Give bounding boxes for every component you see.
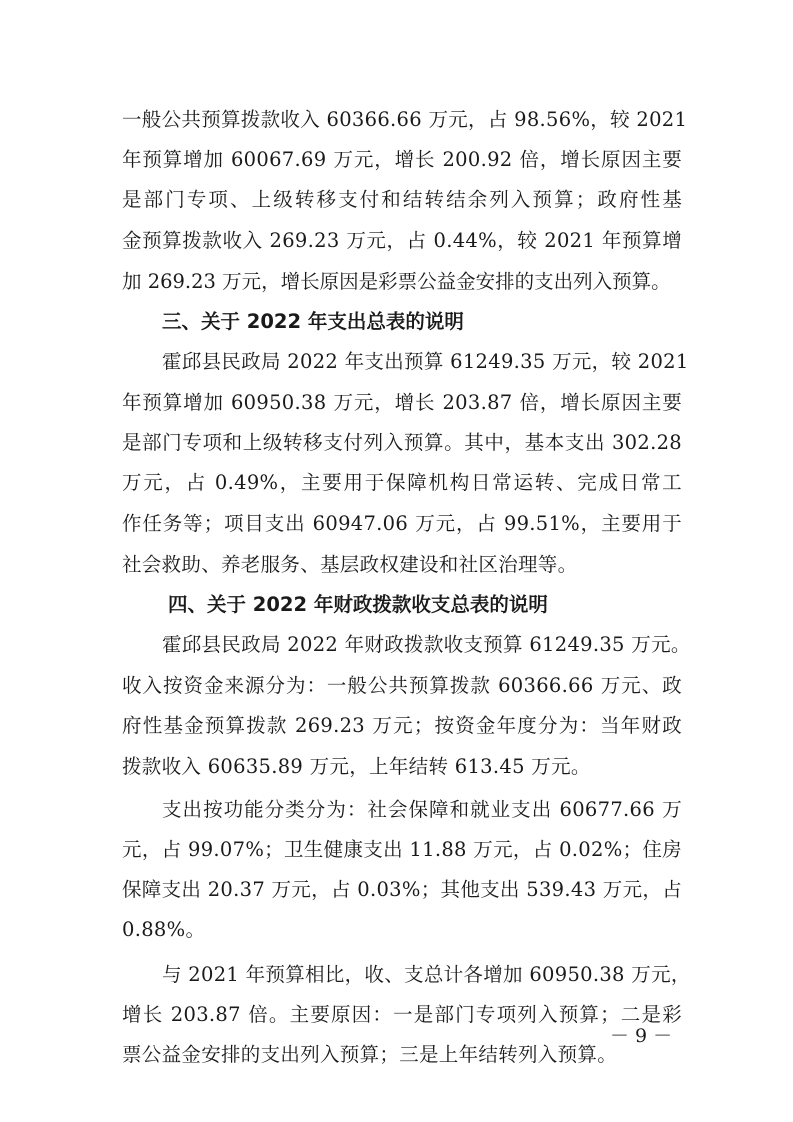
paragraph-line: 社会救助、养老服务、基层政权建设和社区治理等。 xyxy=(122,553,578,576)
paragraph-line: 一般公共预算拨款收入 60366.66 万元，占 98.56%，较 2021 xyxy=(122,108,688,131)
paragraph-line: 支出按功能分类分为：社会保障和就业支出 60677.66 万 xyxy=(162,798,682,821)
paragraph-line: 作任务等；项目支出 60947.06 万元，占 99.51%，主要用于 xyxy=(122,512,682,535)
paragraph-line: 收入按资金来源分为：一般公共预算拨款 60366.66 万元、政 xyxy=(122,674,682,697)
paragraph-line: 票公益金安排的支出列入预算；三是上年结转列入预算。 xyxy=(122,1043,618,1066)
paragraph-line: 是部门专项、上级转移支付和结转结余列入预算；政府性基 xyxy=(122,188,682,211)
section-heading-3: 三、关于 2022 年支出总表的说明 xyxy=(162,310,464,333)
paragraph-line: 霍邱县民政局 2022 年支出预算 61249.35 万元，较 2021 xyxy=(162,350,689,373)
paragraph-line: 万元，占 0.49%，主要用于保障机构日常运转、完成日常工 xyxy=(122,471,682,494)
paragraph-line: 与 2021 年预算相比，收、支总计各增加 60950.38 万元， xyxy=(162,963,691,986)
paragraph-line: 增长 203.87 倍。主要原因：一是部门专项列入预算；二是彩 xyxy=(122,1003,682,1026)
paragraph-line: 金预算拨款收入 269.23 万元，占 0.44%，较 2021 年预算增 xyxy=(122,229,682,252)
paragraph-line: 元，占 99.07%；卫生健康支出 11.88 万元，占 0.02%；住房 xyxy=(122,838,682,861)
paragraph-line: 府性基金预算拨款 269.23 万元；按资金年度分为：当年财政 xyxy=(122,714,682,737)
paragraph-line: 霍邱县民政局 2022 年财政拨款收支预算 61249.35 万元。 xyxy=(162,633,691,656)
paragraph-line: 加 269.23 万元，增长原因是彩票公益金安排的支出列入预算。 xyxy=(122,270,671,293)
paragraph-line: 0.88%。 xyxy=(122,918,206,941)
paragraph-line: 拨款收入 60635.89 万元，上年结转 613.45 万元。 xyxy=(122,755,591,778)
paragraph-line: 年预算增加 60067.69 万元，增长 200.92 倍，增长原因主要 xyxy=(122,148,682,171)
paragraph-line: 是部门专项和上级转移支付列入预算。其中，基本支出 302.28 xyxy=(122,431,682,454)
paragraph-line: 保障支出 20.37 万元，占 0.03%；其他支出 539.43 万元，占 xyxy=(122,878,682,901)
paragraph-line: 年预算增加 60950.38 万元，增长 203.87 倍，增长原因主要 xyxy=(122,391,682,414)
section-heading-4: 四、关于 2022 年财政拨款收支总表的说明 xyxy=(168,593,548,616)
page-number: － 9 － xyxy=(610,1025,673,1047)
